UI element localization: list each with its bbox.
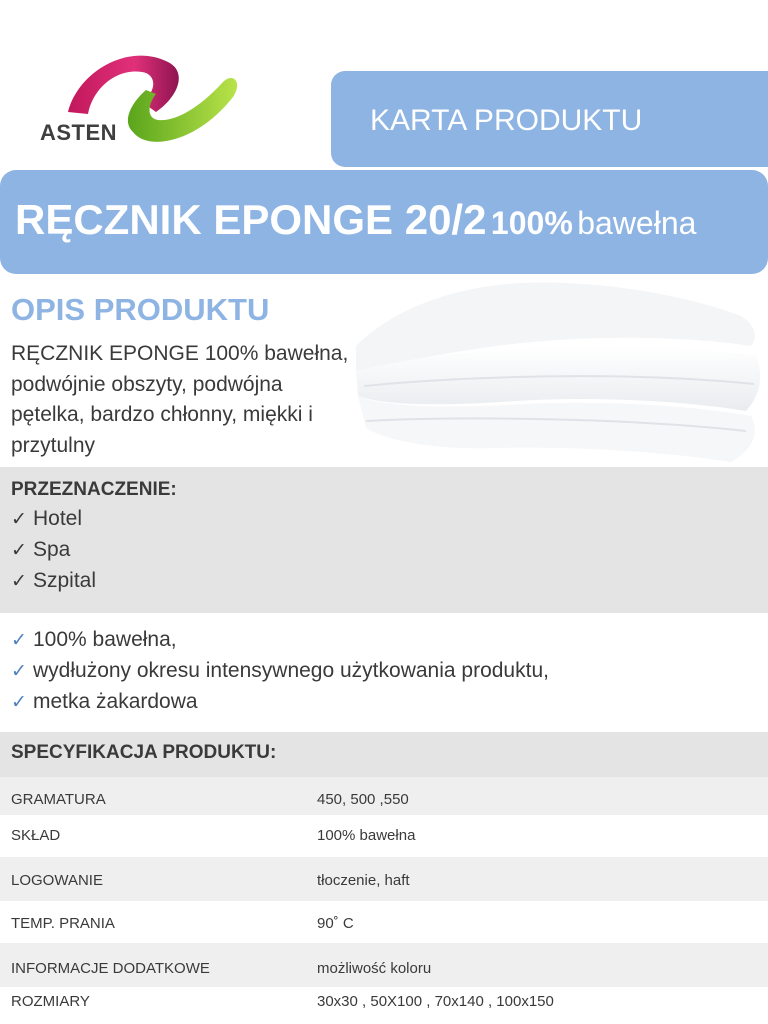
spec-value: tłoczenie, haft	[317, 872, 410, 889]
checkmark-icon: ✓	[11, 571, 27, 592]
spec-label: GRAMATURA	[11, 791, 106, 808]
product-title-material: bawełna	[577, 205, 697, 241]
przeznaczenie-item: ✓ Szpital	[11, 569, 97, 592]
specyfikacja-heading: SPECYFIKACJA PRODUKTU:	[11, 742, 277, 763]
feature-item: ✓ wydłużony okresu intensywnego użytkowania produktu,	[11, 659, 549, 682]
checkmark-icon: ✓	[11, 630, 27, 651]
przeznaczenie-item: ✓ Hotel	[11, 507, 83, 530]
checkmark-icon: ✓	[11, 540, 27, 561]
opis-heading: OPIS PRODUKTU	[11, 292, 270, 327]
przeznaczenie-item: ✓ Spa	[11, 538, 71, 561]
spec-label: INFORMACJE DODATKOWE	[11, 960, 210, 977]
karta-produktu-label: KARTA PRODUKTU	[370, 104, 643, 137]
spec-value: 450, 500 ,550	[317, 791, 409, 808]
feature-item: ✓ metka żakardowa	[11, 690, 198, 713]
przeznaczenie-heading: PRZEZNACZENIE:	[11, 479, 177, 500]
feature-item: ✓ 100% bawełna,	[11, 628, 177, 651]
spec-label: LOGOWANIE	[11, 872, 103, 889]
spec-value: 90˚ C	[317, 915, 354, 932]
spec-label: TEMP. PRANIA	[11, 915, 115, 932]
product-title	[15, 196, 696, 244]
checkmark-icon: ✓	[11, 509, 27, 530]
spec-label: SKŁAD	[11, 827, 61, 844]
opis-text: RĘCZNIK EPONGE 100% bawełna, podwójnie obszyty, podwójna pętelka, bardzo chłonny, miękki i przytulny	[11, 342, 349, 457]
towel-image	[346, 276, 768, 466]
spec-value: 100% bawełna	[317, 827, 416, 844]
spec-label: ROZMIARY	[11, 993, 90, 1010]
logo-text: ASTEN	[40, 120, 118, 145]
product-title-percent: 100%	[490, 205, 573, 241]
spec-value: możliwość koloru	[317, 960, 432, 977]
product-title-main: RĘCZNIK EPONGE 20/2	[15, 196, 487, 243]
spec-value: 30x30 , 50X100 , 70x140 , 100x150	[317, 993, 554, 1010]
checkmark-icon: ✓	[11, 661, 27, 682]
checkmark-icon: ✓	[11, 692, 27, 713]
